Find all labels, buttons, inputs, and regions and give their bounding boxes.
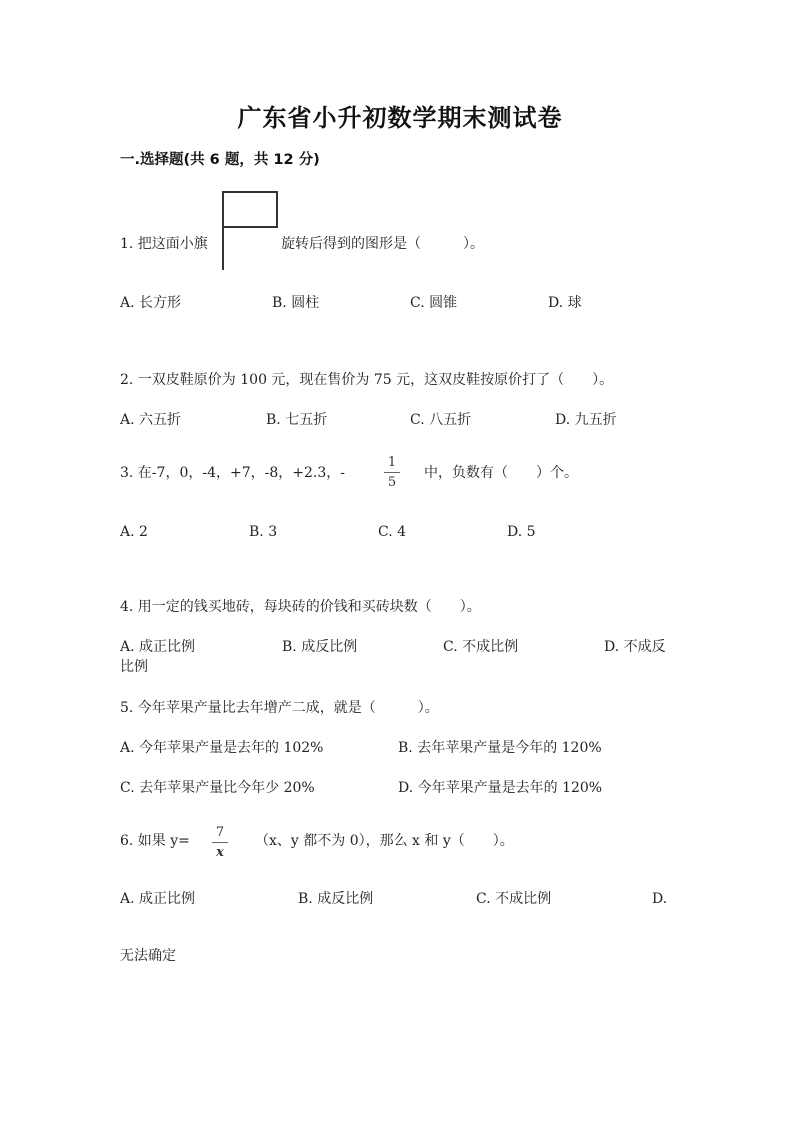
question-1-stem-before: 1. 把这面小旗 (120, 236, 208, 252)
question-5-option-b: B. 去年苹果产量是今年的 120% (398, 740, 602, 756)
question-5-stem: 5. 今年苹果产量比去年增产二成，就是（ ）。 (120, 700, 439, 716)
question-3-stem-after: 中，负数有（ ）个。 (424, 465, 578, 481)
question-5-option-d: D. 今年苹果产量是去年的 120% (398, 780, 603, 796)
fraction-bar (384, 472, 400, 473)
question-2-option-a: A. 六五折 (120, 412, 182, 428)
question-3-option-d: D. 5 (507, 524, 536, 540)
question-6-option-b: B. 成反比例 (298, 891, 374, 907)
question-6-option-c: C. 不成比例 (476, 891, 552, 907)
question-1-option-c: C. 圆锥 (410, 295, 458, 311)
fraction-numerator: 1 (387, 455, 397, 470)
question-6-stem-before: 6. 如果 y= (120, 833, 190, 849)
question-1-stem-after: 旋转后得到的图形是（ ）。 (281, 236, 484, 252)
question-4-option-c: C. 不成比例 (443, 639, 519, 655)
question-4-option-a: A. 成正比例 (120, 639, 196, 655)
question-6-option-a: A. 成正比例 (120, 891, 196, 907)
question-3-option-c: C. 4 (378, 524, 407, 540)
question-3-stem-before: 3. 在-7，0，-4，+7，-8，+2.3，- (120, 465, 345, 481)
question-2-option-b: B. 七五折 (266, 412, 328, 428)
question-4-option-b: B. 成反比例 (282, 639, 358, 655)
question-3-fraction (382, 455, 402, 490)
question-6-option-d: D. (652, 891, 668, 907)
question-2-option-c: C. 八五折 (410, 412, 472, 428)
question-6-option-d-wrap: 无法确定 (120, 948, 176, 964)
question-5-option-c: C. 去年苹果产量比今年少 20% (120, 780, 315, 796)
fraction-bar (212, 842, 228, 843)
question-3-option-a: A. 2 (120, 524, 148, 540)
question-2-stem: 2. 一双皮鞋原价为 100 元，现在售价为 75 元，这双皮鞋按原价打了（ ）。 (120, 372, 614, 388)
question-1-option-d: D. 球 (548, 295, 582, 311)
question-2-option-d: D. 九五折 (555, 412, 617, 428)
question-4-option-d-wrap: 比例 (120, 659, 148, 675)
question-1-option-a: A. 长方形 (120, 295, 182, 311)
fraction-denominator: 5 (387, 475, 397, 490)
page-title: 广东省小升初数学期末测试卷 (237, 104, 563, 132)
question-6-fraction (210, 825, 230, 860)
question-3-option-b: B. 3 (249, 524, 278, 540)
question-4-stem: 4. 用一定的钱买地砖，每块砖的价钱和买砖块数（ ）。 (120, 599, 481, 615)
fraction-numerator: 7 (215, 825, 225, 840)
fraction-denominator: x (216, 845, 224, 860)
flag-icon (221, 190, 279, 272)
question-6-stem-after: （x、y 都不为 0），那么 x 和 y（ ）。 (255, 833, 514, 849)
section-heading: 一.选择题(共 6 题，共 12 分) (120, 152, 320, 168)
question-5-option-a: A. 今年苹果产量是去年的 102% (120, 740, 324, 756)
question-4-option-d: D. 不成反 (604, 639, 666, 655)
question-1-option-b: B. 圆柱 (272, 295, 320, 311)
